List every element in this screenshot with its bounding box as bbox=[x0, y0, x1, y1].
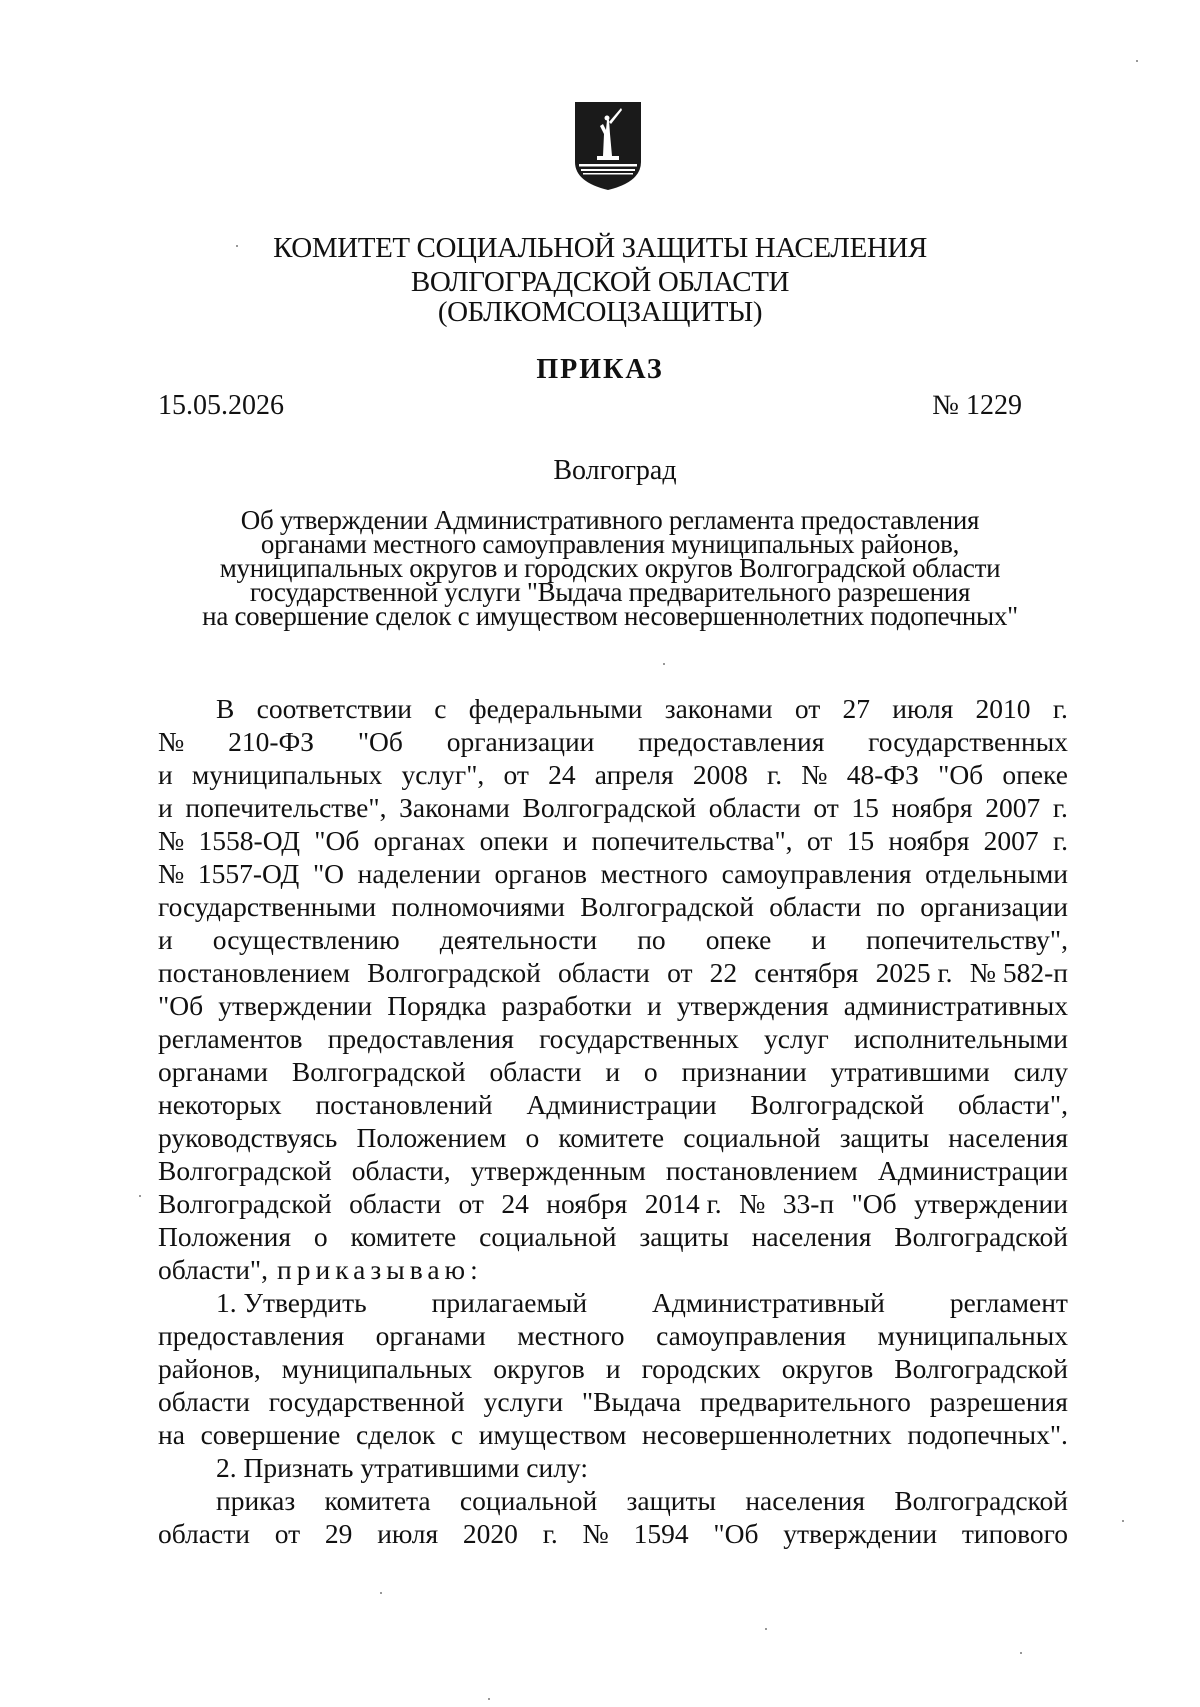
body-word: самоуправления bbox=[656, 1320, 847, 1351]
body-word: 2007 bbox=[983, 825, 1039, 856]
body-word: Положения bbox=[158, 1221, 291, 1252]
document-body bbox=[158, 692, 1068, 1550]
body-word: области", bbox=[957, 1089, 1068, 1120]
document-type-title: ПРИКАЗ bbox=[536, 354, 664, 385]
body-word: апреля bbox=[594, 759, 674, 790]
organization-name-line-1: КОМИТЕТ СОЦИАЛЬНОЙ ЗАЩИТЫ НАСЕЛЕНИЯ bbox=[273, 232, 927, 264]
body-word: от bbox=[813, 792, 839, 823]
body-line bbox=[158, 1385, 1068, 1418]
body-word: № 582-п bbox=[969, 957, 1068, 988]
body-line bbox=[158, 824, 1068, 857]
body-word: разрешения bbox=[929, 1386, 1068, 1417]
body-line bbox=[158, 692, 1068, 725]
body-word: "Об bbox=[357, 726, 403, 757]
body-word: Администрации bbox=[526, 1089, 717, 1120]
body-word: самоуправления bbox=[721, 858, 912, 889]
body-line bbox=[158, 791, 1068, 824]
body-line bbox=[158, 1088, 1068, 1121]
body-line bbox=[158, 857, 1068, 890]
body-word: и bbox=[158, 924, 173, 955]
body-word: от bbox=[794, 693, 821, 724]
body-word: 1558-ОД bbox=[198, 825, 300, 856]
body-word: соответствии bbox=[256, 693, 413, 724]
body-word: с bbox=[450, 1419, 464, 1450]
subject-line: на совершение сделок с имуществом несовершеннолетних подопечных" bbox=[202, 601, 1018, 631]
body-word: "Об bbox=[158, 990, 204, 1021]
body-word: 27 bbox=[842, 693, 871, 724]
body-word: и bbox=[158, 759, 173, 790]
body-word: опеки bbox=[479, 825, 549, 856]
scan-speck bbox=[1020, 1652, 1022, 1654]
body-word: приказ bbox=[216, 1485, 296, 1516]
body-word: подопечных". bbox=[907, 1419, 1068, 1450]
body-word: сделок bbox=[356, 1419, 436, 1450]
body-word: "Об bbox=[851, 1188, 897, 1219]
body-word: В bbox=[216, 693, 235, 724]
body-word: несовершеннолетних bbox=[642, 1419, 892, 1450]
scan-speck bbox=[765, 1628, 767, 1630]
body-word: предварительного bbox=[699, 1386, 911, 1417]
body-word: органах bbox=[373, 825, 466, 856]
body-word: 15 bbox=[846, 825, 875, 856]
body-word: "Выдача bbox=[581, 1386, 682, 1417]
body-word: 1. Утвердить bbox=[216, 1287, 367, 1318]
body-word: Волгоградской bbox=[522, 792, 697, 823]
body-word: организации bbox=[446, 726, 595, 757]
body-line bbox=[158, 1517, 1068, 1550]
body-word: от bbox=[274, 1518, 301, 1549]
body-word: Административный bbox=[652, 1287, 885, 1318]
body-word: административных bbox=[843, 990, 1068, 1021]
body-word: федеральными bbox=[468, 693, 643, 724]
body-word: г. bbox=[1052, 792, 1068, 823]
body-word: государственных bbox=[868, 726, 1068, 757]
body-word: о bbox=[313, 1221, 328, 1252]
body-word: утратившими bbox=[830, 1056, 990, 1087]
body-line bbox=[158, 1451, 1068, 1484]
organization-name-line-3: (ОБЛКОМСОЦЗАЩИТЫ) bbox=[437, 296, 763, 328]
body-word: утверждении bbox=[218, 990, 373, 1021]
body-word: регламент bbox=[949, 1287, 1068, 1318]
subject-line: муниципальных округов и городских округов Волгоградской области bbox=[219, 553, 1001, 583]
body-word: защиты bbox=[626, 1485, 716, 1516]
body-word: деятельности bbox=[439, 924, 598, 955]
body-word: наделении bbox=[357, 858, 481, 889]
body-word: "Об bbox=[713, 1518, 759, 1549]
body-word: органов bbox=[494, 858, 587, 889]
body-word: ноября bbox=[546, 1188, 628, 1219]
scan-speck bbox=[1122, 1520, 1124, 1522]
body-word: от bbox=[806, 825, 833, 856]
body-word: 210-ФЗ bbox=[228, 726, 314, 757]
body-word: признании bbox=[681, 1056, 807, 1087]
body-word: комитета bbox=[324, 1485, 431, 1516]
body-word: Волгоградской bbox=[580, 891, 754, 922]
body-word: области bbox=[158, 1386, 250, 1417]
body-word: государственной bbox=[268, 1386, 465, 1417]
body-line bbox=[158, 989, 1068, 1022]
document-subject bbox=[160, 505, 1060, 631]
body-word: попечительства", bbox=[591, 825, 793, 856]
body-word: органами bbox=[375, 1320, 486, 1351]
body-word: государственных bbox=[539, 1023, 739, 1054]
body-line bbox=[158, 1286, 1068, 1319]
body-word: 1594 bbox=[633, 1518, 689, 1549]
body-word: г. bbox=[767, 759, 783, 790]
body-word: округов bbox=[493, 1353, 585, 1384]
body-line bbox=[158, 1187, 1068, 1220]
body-word: утверждении bbox=[914, 1188, 1068, 1219]
body-word: социальной bbox=[683, 1122, 821, 1153]
body-word: районов, bbox=[158, 1353, 261, 1384]
body-word: и bbox=[646, 990, 662, 1021]
body-word: совершение bbox=[200, 1419, 341, 1450]
scan-speck bbox=[236, 245, 238, 247]
body-word: № bbox=[801, 759, 828, 790]
body-word: № bbox=[158, 858, 185, 889]
body-word: 2008 bbox=[692, 759, 748, 790]
body-word: области, bbox=[351, 1155, 451, 1186]
body-word: комитете bbox=[558, 1122, 665, 1153]
body-word: области bbox=[708, 792, 801, 823]
body-word: сентября bbox=[754, 957, 859, 988]
body-word: г. bbox=[1052, 825, 1068, 856]
scan-speck bbox=[380, 1592, 382, 1594]
body-word: области bbox=[557, 957, 650, 988]
body-word: области bbox=[769, 891, 862, 922]
body-word: исполнительными bbox=[853, 1023, 1068, 1054]
body-word: опеке bbox=[705, 924, 772, 955]
body-word: июля bbox=[892, 693, 954, 724]
body-word: полномочиями bbox=[391, 891, 565, 922]
body-word: области bbox=[158, 1518, 250, 1549]
body-word: г. bbox=[1052, 693, 1068, 724]
subject-line: государственной услуги "Выдача предварительного разрешения bbox=[249, 577, 971, 607]
body-word: № bbox=[739, 1188, 766, 1219]
body-line-text: области", bbox=[158, 1254, 269, 1285]
body-word: муниципальных bbox=[281, 1353, 473, 1384]
body-word: № bbox=[582, 1518, 609, 1549]
body-word: утверждения bbox=[676, 990, 829, 1021]
body-word: 15 bbox=[851, 792, 879, 823]
body-word: социальной bbox=[479, 1221, 617, 1252]
scan-speck bbox=[488, 1698, 490, 1700]
body-word: попечительстве", bbox=[185, 792, 387, 823]
body-word: опеке bbox=[1002, 759, 1068, 790]
body-word: типового bbox=[961, 1518, 1068, 1549]
body-line bbox=[158, 1055, 1068, 1088]
body-word: 1557-ОД bbox=[197, 858, 300, 889]
body-word: и bbox=[562, 825, 578, 856]
body-word: услуги bbox=[483, 1386, 564, 1417]
body-word: 2020 bbox=[462, 1518, 518, 1549]
body-word: Волгоградской bbox=[158, 1155, 332, 1186]
body-word: Законами bbox=[399, 792, 510, 823]
body-word: услуг bbox=[764, 1023, 829, 1054]
body-word: постановлений bbox=[315, 1089, 493, 1120]
body-word: № bbox=[158, 825, 185, 856]
body-word: Положением bbox=[356, 1122, 507, 1153]
body-word: комитете bbox=[350, 1221, 457, 1252]
body-word: от bbox=[503, 759, 529, 790]
organization-name-line-2: ВОЛГОГРАДСКОЙ ОБЛАСТИ bbox=[410, 266, 790, 298]
body-line bbox=[158, 956, 1068, 989]
body-word: органами bbox=[158, 1056, 269, 1087]
body-line bbox=[158, 1484, 1068, 1517]
body-word: государственными bbox=[158, 891, 377, 922]
body-word: и bbox=[605, 1353, 621, 1384]
body-word: 24 bbox=[501, 1188, 529, 1219]
body-word: Администрации bbox=[877, 1155, 1068, 1186]
body-word: ноября bbox=[891, 792, 973, 823]
body-word: 22 bbox=[709, 957, 738, 988]
body-word: услуг", bbox=[401, 759, 485, 790]
body-word: 24 bbox=[548, 759, 576, 790]
body-word: предоставления bbox=[327, 1023, 514, 1054]
body-word: ноября bbox=[888, 825, 970, 856]
subject-line: органами местного самоуправления муниципальных районов, bbox=[260, 529, 960, 559]
body-line bbox=[158, 1154, 1068, 1187]
body-word: руководствуясь bbox=[158, 1122, 338, 1153]
volgograd-coat-of-arms-emblem bbox=[573, 100, 643, 192]
body-word: 2007 bbox=[985, 792, 1041, 823]
body-line bbox=[158, 1220, 1068, 1253]
body-word: предоставления bbox=[638, 726, 825, 757]
body-word: защиты bbox=[639, 1221, 729, 1252]
body-word: регламентов bbox=[158, 1023, 303, 1054]
body-word: области bbox=[349, 1188, 442, 1219]
body-word: по bbox=[876, 891, 905, 922]
body-word: № bbox=[158, 726, 185, 757]
body-line bbox=[158, 1121, 1068, 1154]
body-word: 2025 г. bbox=[875, 957, 953, 988]
body-word: Волгоградской bbox=[158, 1188, 332, 1219]
document-number: № 1229 bbox=[932, 390, 1022, 421]
body-word: о bbox=[525, 1122, 540, 1153]
body-word: постановлением bbox=[158, 957, 350, 988]
body-word: "Об bbox=[938, 759, 984, 790]
body-word: от bbox=[458, 1188, 484, 1219]
body-word: "Об bbox=[314, 825, 360, 856]
body-word: и bbox=[158, 792, 173, 823]
body-word: некоторых bbox=[158, 1089, 282, 1120]
scan-speck bbox=[139, 1195, 141, 1197]
scan-speck bbox=[663, 663, 665, 665]
body-line bbox=[158, 1253, 1068, 1286]
body-word: Порядка bbox=[387, 990, 487, 1021]
body-word: 2014 г. bbox=[644, 1188, 722, 1219]
body-word: по bbox=[637, 924, 666, 955]
body-line bbox=[158, 1352, 1068, 1385]
body-word: городских bbox=[641, 1353, 761, 1384]
body-word: населения bbox=[745, 1485, 865, 1516]
body-word: постановлением bbox=[665, 1155, 858, 1186]
body-word: 2010 bbox=[975, 693, 1031, 724]
body-word: г. bbox=[542, 1518, 558, 1549]
body-line bbox=[158, 725, 1068, 758]
body-word: осуществлению bbox=[212, 924, 400, 955]
body-word: имуществом bbox=[478, 1419, 627, 1450]
body-line-text: 2. Признать утратившими силу: bbox=[216, 1452, 588, 1483]
body-word: и bbox=[605, 1056, 621, 1087]
body-word: предоставления bbox=[158, 1320, 345, 1351]
body-word: 29 bbox=[324, 1518, 353, 1549]
body-word: от bbox=[667, 957, 693, 988]
body-word: местного bbox=[517, 1320, 625, 1351]
body-line bbox=[158, 1418, 1068, 1451]
body-line bbox=[158, 1022, 1068, 1055]
body-line bbox=[158, 1319, 1068, 1352]
body-word: области bbox=[489, 1056, 582, 1087]
body-word: округов bbox=[781, 1353, 874, 1384]
body-word: Волгоградской bbox=[894, 1221, 1068, 1252]
body-word: разработки bbox=[501, 990, 632, 1021]
body-word: с bbox=[434, 693, 447, 724]
body-word: Волгоградской bbox=[367, 957, 541, 988]
subject-line: Об утверждении Административного регламента предоставления bbox=[240, 505, 980, 535]
body-word: и bbox=[811, 924, 827, 955]
body-word: попечительству", bbox=[866, 924, 1068, 955]
body-word: муниципальных bbox=[191, 759, 383, 790]
body-word: утвержденным bbox=[470, 1155, 646, 1186]
body-word: 48-ФЗ bbox=[846, 759, 919, 790]
body-word: Волгоградской bbox=[291, 1056, 466, 1087]
body-word: силу bbox=[1013, 1056, 1068, 1087]
body-word: Волгоградской bbox=[894, 1485, 1068, 1516]
body-word: населения bbox=[948, 1122, 1068, 1153]
body-word: 33-п bbox=[782, 1188, 835, 1219]
body-word: населения bbox=[751, 1221, 872, 1252]
order-verb-spaced: приказываю: bbox=[277, 1254, 483, 1285]
body-line bbox=[158, 758, 1068, 791]
scan-speck bbox=[1136, 60, 1138, 62]
body-word: организации bbox=[920, 891, 1068, 922]
body-word: защиты bbox=[839, 1122, 930, 1153]
body-word: о bbox=[643, 1056, 658, 1087]
body-word: отдельными bbox=[925, 858, 1068, 889]
body-word: Волгоградской bbox=[750, 1089, 925, 1120]
body-word: местного bbox=[600, 858, 708, 889]
body-word: утверждении bbox=[783, 1518, 938, 1549]
body-word: Волгоградской bbox=[894, 1353, 1068, 1384]
body-word: прилагаемый bbox=[431, 1287, 588, 1318]
body-word: муниципальных bbox=[877, 1320, 1068, 1351]
body-word: законами bbox=[664, 693, 773, 724]
body-line bbox=[158, 890, 1068, 923]
document-date: 15.05.2026 bbox=[158, 390, 284, 421]
body-line bbox=[158, 923, 1068, 956]
body-word: социальной bbox=[459, 1485, 598, 1516]
document-city: Волгоград bbox=[553, 455, 677, 486]
body-word: на bbox=[158, 1419, 185, 1450]
body-word: "О bbox=[312, 858, 345, 889]
body-word: июля bbox=[377, 1518, 439, 1549]
